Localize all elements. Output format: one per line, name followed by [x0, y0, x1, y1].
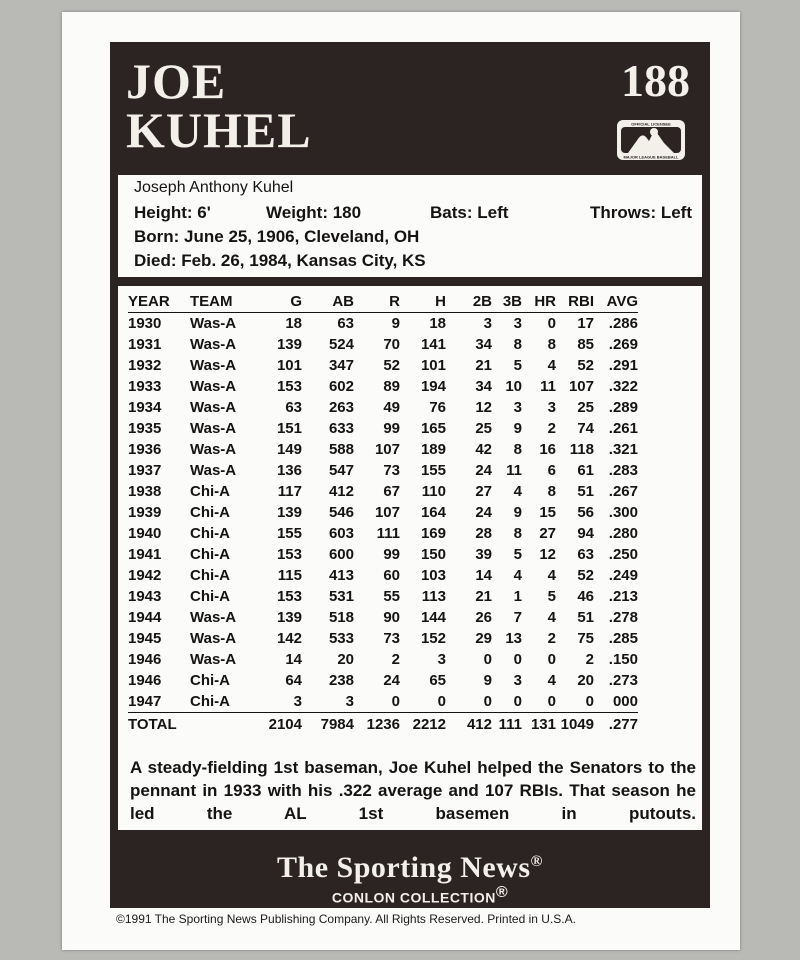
table-cell-r: 2: [391, 651, 400, 668]
table-cell-avg: .285: [608, 630, 638, 647]
table-cell-team: Chi-A: [190, 693, 230, 710]
table-cell-r: 55: [383, 588, 400, 605]
collection-label: CONLON COLLECTION: [331, 889, 496, 906]
table-cell-team: Chi-A: [190, 567, 230, 584]
table-cell-r: 111: [376, 525, 400, 542]
table-cell-3b: 9: [513, 420, 522, 437]
table-cell-3b: 0: [513, 693, 522, 710]
table-cell-3b: 10: [505, 378, 522, 395]
player-first-name: JOE: [126, 53, 227, 109]
player-blurb: A steady-fielding 1st baseman, Joe Kuhel helped the Senators to the pennant in 1933 with his .322 average and 107 RBIs. That season he led the AL 1st basemen in putouts.: [130, 758, 696, 823]
brand-logo: [110, 845, 710, 885]
stats-header-row: [128, 290, 638, 313]
table-row: [128, 376, 638, 397]
card-frame: [110, 42, 710, 908]
table-cell-2b: 27: [475, 483, 492, 500]
table-cell-rbi: 46: [577, 588, 594, 605]
table-cell-avg: .213: [608, 588, 638, 605]
column-header-avg: AVG: [594, 290, 638, 313]
table-cell-ab: 413: [328, 567, 354, 584]
table-cell-r: 99: [383, 420, 400, 437]
table-row: [128, 544, 638, 565]
table-cell-ab: 533: [328, 630, 354, 647]
table-cell-avg: .273: [608, 672, 638, 689]
table-cell-ab: 238: [328, 672, 354, 689]
total-cell-r: 1236: [354, 713, 400, 736]
table-row: [128, 397, 638, 418]
table-cell-hr: 2: [547, 630, 556, 647]
table-cell-avg: .291: [608, 357, 638, 374]
table-cell-rbi: 107: [568, 378, 594, 395]
table-cell-ab: 531: [328, 588, 354, 605]
table-cell-avg: .250: [608, 546, 638, 563]
table-cell-g: 14: [285, 651, 302, 668]
table-cell-3b: 8: [513, 525, 522, 542]
column-header-g: G: [262, 290, 302, 313]
table-cell-avg: .289: [608, 399, 638, 416]
table-cell-hr: 12: [539, 546, 556, 563]
table-cell-team: Was-A: [190, 336, 237, 353]
table-cell-3b: 4: [513, 483, 522, 500]
column-header-r: R: [354, 290, 400, 313]
table-cell-year: 1939: [128, 504, 162, 521]
table-cell-ab: 347: [328, 357, 354, 374]
copyright-notice: ©1991 The Sporting News Publishing Company. All Rights Reserved. Printed in U.S.A.: [116, 912, 576, 926]
table-cell-year: 1940: [128, 525, 162, 542]
table-cell-ab: 63: [337, 315, 354, 332]
table-cell-team: Chi-A: [190, 483, 230, 500]
table-cell-h: 3: [437, 651, 446, 668]
table-cell-year: 1931: [128, 336, 162, 353]
table-cell-h: 76: [429, 399, 446, 416]
table-cell-year: 1938: [128, 483, 162, 500]
table-cell-team: Chi-A: [190, 504, 230, 521]
table-cell-hr: 5: [547, 588, 556, 605]
table-cell-r: 107: [374, 441, 400, 458]
table-row: [128, 628, 638, 649]
table-cell-year: 1945: [128, 630, 162, 647]
table-cell-g: 139: [276, 609, 302, 626]
table-cell-hr: 4: [547, 672, 556, 689]
table-cell-h: 144: [420, 609, 446, 626]
table-cell-hr: 8: [547, 336, 556, 353]
table-cell-rbi: 85: [577, 336, 594, 353]
table-cell-avg: .283: [608, 462, 638, 479]
brand-name: The Sporting News: [277, 851, 531, 884]
table-cell-r: 99: [383, 546, 400, 563]
table-cell-rbi: 118: [569, 441, 594, 458]
table-cell-g: 155: [276, 525, 302, 542]
table-cell-year: 1937: [128, 462, 162, 479]
bats: Bats: Left: [430, 203, 509, 222]
table-cell-year: 1944: [128, 609, 162, 626]
table-cell-hr: 0: [547, 651, 556, 668]
table-cell-g: 139: [276, 336, 302, 353]
table-cell-g: 63: [285, 399, 302, 416]
table-cell-h: 164: [420, 504, 446, 521]
column-header-rbi: RBI: [556, 290, 594, 313]
table-cell-r: 89: [383, 378, 400, 395]
logo-top-text: OFFICIAL LICENSEE: [631, 121, 671, 127]
table-cell-2b: 34: [475, 336, 492, 353]
table-cell-team: Was-A: [190, 462, 237, 479]
table-cell-rbi: 56: [577, 504, 594, 521]
table-cell-hr: 4: [547, 609, 556, 626]
table-cell-rbi: 52: [577, 567, 594, 584]
table-cell-rbi: 63: [577, 546, 594, 563]
table-cell-g: 101: [276, 357, 302, 374]
table-cell-hr: 6: [547, 462, 556, 479]
table-cell-2b: 21: [475, 588, 492, 605]
sporting-news-footer: [110, 845, 710, 906]
bio-panel: [118, 175, 702, 277]
table-cell-year: 1936: [128, 441, 162, 458]
table-cell-r: 67: [383, 483, 400, 500]
table-cell-r: 0: [391, 693, 400, 710]
table-cell-r: 73: [383, 630, 400, 647]
weight: Weight: 180: [266, 203, 362, 222]
table-cell-h: 189: [420, 441, 446, 458]
table-cell-rbi: 25: [577, 399, 594, 416]
table-cell-year: 1935: [128, 420, 162, 437]
table-cell-year: 1933: [128, 378, 162, 395]
table-cell-year: 1941: [128, 546, 162, 563]
table-cell-hr: 0: [547, 315, 556, 332]
table-cell-avg: .321: [608, 441, 638, 458]
table-cell-year: 1930: [128, 315, 162, 332]
table-row: [128, 565, 638, 586]
table-cell-rbi: 17: [577, 315, 594, 332]
total-cell-3b: 111: [492, 713, 522, 736]
table-cell-2b: 14: [475, 567, 492, 584]
collection-name: [130, 885, 710, 906]
table-cell-avg: 000: [612, 693, 638, 710]
table-cell-r: 70: [383, 336, 400, 353]
table-cell-ab: 518: [328, 609, 354, 626]
table-cell-h: 169: [420, 525, 446, 542]
table-cell-3b: 1: [513, 588, 522, 605]
table-cell-h: 101: [420, 357, 446, 374]
card-number: 188: [621, 55, 690, 106]
table-row: [128, 334, 638, 355]
table-row: [128, 691, 638, 713]
table-cell-ab: 546: [328, 504, 354, 521]
table-cell-3b: 3: [513, 315, 522, 332]
table-cell-team: Chi-A: [190, 588, 230, 605]
table-row: [128, 502, 638, 523]
table-cell-3b: 7: [513, 609, 522, 626]
table-cell-avg: .267: [608, 483, 638, 500]
table-cell-hr: 15: [539, 504, 556, 521]
table-cell-ab: 412: [328, 483, 354, 500]
table-cell-2b: 28: [475, 525, 492, 542]
table-cell-g: 149: [276, 441, 302, 458]
table-cell-g: 115: [277, 567, 302, 584]
table-cell-year: 1942: [128, 567, 162, 584]
table-cell-r: 49: [383, 399, 400, 416]
total-cell-g: 2104: [262, 713, 302, 736]
table-cell-g: 153: [276, 378, 302, 395]
table-cell-2b: 24: [475, 504, 492, 521]
column-header-hr: HR: [522, 290, 556, 313]
table-cell-3b: 11: [506, 462, 522, 479]
table-cell-rbi: 74: [577, 420, 594, 437]
table-cell-2b: 26: [475, 609, 492, 626]
born: Born: June 25, 1906, Cleveland, OH: [134, 227, 420, 246]
table-cell-rbi: 61: [577, 462, 594, 479]
table-cell-h: 65: [429, 672, 446, 689]
table-cell-h: 150: [420, 546, 446, 563]
table-cell-rbi: 2: [585, 651, 594, 668]
table-cell-h: 155: [420, 462, 446, 479]
table-cell-2b: 25: [475, 420, 492, 437]
logo-bottom-text: MAJOR LEAGUE BASEBALL: [623, 154, 679, 160]
table-cell-hr: 2: [547, 420, 556, 437]
total-cell-year: TOTAL: [128, 713, 190, 736]
table-cell-g: 139: [276, 504, 302, 521]
table-row: [128, 649, 638, 670]
total-cell-ab: 7984: [302, 713, 354, 736]
table-cell-team: Was-A: [190, 651, 237, 668]
table-cell-team: Was-A: [190, 609, 237, 626]
table-cell-team: Was-A: [190, 441, 237, 458]
table-cell-2b: 21: [475, 357, 492, 374]
table-cell-ab: 524: [328, 336, 354, 353]
table-cell-team: Was-A: [190, 630, 237, 647]
mlb-logo-icon: [616, 119, 686, 161]
table-cell-hr: 8: [547, 483, 556, 500]
table-cell-h: 113: [421, 588, 446, 605]
table-cell-year: 1946: [128, 651, 162, 668]
table-row: [128, 355, 638, 376]
table-cell-g: 142: [276, 630, 302, 647]
table-cell-team: Was-A: [190, 315, 237, 332]
table-cell-3b: 9: [513, 504, 522, 521]
table-cell-g: 64: [285, 672, 302, 689]
table-cell-3b: 5: [513, 546, 522, 563]
table-cell-h: 152: [420, 630, 446, 647]
table-cell-rbi: 20: [577, 672, 594, 689]
table-cell-rbi: 94: [577, 525, 594, 542]
table-cell-team: Was-A: [190, 420, 237, 437]
total-cell-h: 2212: [400, 713, 446, 736]
table-cell-h: 194: [420, 378, 446, 395]
full-name: Joseph Anthony Kuhel: [134, 179, 294, 196]
total-cell-avg: .277: [594, 713, 638, 736]
table-cell-avg: .269: [608, 336, 638, 353]
table-cell-hr: 11: [540, 378, 556, 395]
table-cell-avg: .278: [608, 609, 638, 626]
table-cell-3b: 3: [513, 399, 522, 416]
table-cell-ab: 20: [337, 651, 354, 668]
table-cell-year: 1934: [128, 399, 162, 416]
table-cell-hr: 16: [539, 441, 556, 458]
column-header-h: H: [400, 290, 446, 313]
table-cell-2b: 34: [475, 378, 492, 395]
table-row: [128, 670, 638, 691]
table-cell-g: 18: [285, 315, 302, 332]
table-cell-r: 73: [383, 462, 400, 479]
table-cell-2b: 39: [475, 546, 492, 563]
table-cell-r: 24: [383, 672, 400, 689]
table-cell-avg: .249: [608, 567, 638, 584]
table-cell-g: 3: [293, 693, 302, 710]
table-cell-r: 9: [391, 315, 400, 332]
table-cell-h: 0: [437, 693, 446, 710]
column-header-team: TEAM: [190, 290, 262, 313]
total-cell-hr: 131: [522, 713, 556, 736]
table-cell-year: 1946: [128, 672, 162, 689]
table-cell-ab: 547: [328, 462, 354, 479]
table-cell-avg: .286: [608, 315, 638, 332]
table-cell-r: 60: [383, 567, 400, 584]
table-cell-h: 141: [420, 336, 446, 353]
table-cell-team: Chi-A: [190, 546, 230, 563]
table-cell-year: 1943: [128, 588, 162, 605]
collection-registered-mark: ®: [495, 884, 509, 901]
table-cell-year: 1932: [128, 357, 162, 374]
table-cell-hr: 4: [547, 567, 556, 584]
table-cell-g: 151: [276, 420, 302, 437]
table-cell-3b: 4: [513, 567, 522, 584]
table-cell-hr: 3: [547, 399, 556, 416]
stats-table: [128, 290, 638, 735]
table-row: [128, 481, 638, 502]
stats-panel: [118, 286, 702, 830]
table-cell-hr: 4: [547, 357, 556, 374]
table-cell-r: 52: [383, 357, 400, 374]
total-cell-team: [190, 713, 262, 736]
table-cell-g: 153: [276, 588, 302, 605]
table-cell-h: 165: [420, 420, 446, 437]
table-cell-team: Chi-A: [190, 672, 230, 689]
table-cell-avg: .322: [608, 378, 638, 395]
table-cell-2b: 24: [475, 462, 492, 479]
column-header-ab: AB: [302, 290, 354, 313]
table-cell-avg: .150: [608, 651, 638, 668]
table-cell-avg: .280: [608, 525, 638, 542]
total-cell-2b: 412: [446, 713, 492, 736]
table-cell-rbi: 51: [577, 483, 594, 500]
table-cell-rbi: 75: [577, 630, 594, 647]
total-row: [128, 713, 638, 736]
table-cell-r: 90: [383, 609, 400, 626]
table-cell-team: Was-A: [190, 399, 237, 416]
table-cell-ab: 588: [328, 441, 354, 458]
table-cell-3b: 0: [513, 651, 522, 668]
table-cell-h: 110: [421, 483, 446, 500]
table-cell-2b: 29: [475, 630, 492, 647]
player-name: [126, 53, 312, 158]
table-cell-3b: 8: [513, 441, 522, 458]
throws: Throws: Left: [590, 203, 692, 222]
table-cell-team: Was-A: [190, 378, 237, 395]
table-cell-3b: 13: [505, 630, 522, 647]
table-cell-2b: 3: [483, 315, 492, 332]
died: Died: Feb. 26, 1984, Kansas City, KS: [134, 251, 426, 270]
table-cell-h: 18: [429, 315, 446, 332]
table-cell-team: Was-A: [190, 357, 237, 374]
table-cell-2b: 9: [483, 672, 492, 689]
table-cell-ab: 3: [345, 693, 354, 710]
table-cell-ab: 602: [328, 378, 354, 395]
table-cell-avg: .261: [608, 420, 638, 437]
table-cell-3b: 3: [513, 672, 522, 689]
table-cell-ab: 600: [328, 546, 354, 563]
table-cell-2b: 42: [475, 441, 492, 458]
table-row: [128, 523, 638, 544]
column-header-year: YEAR: [128, 290, 190, 313]
table-cell-3b: 5: [513, 357, 522, 374]
stats-body: [128, 313, 638, 736]
table-row: [128, 586, 638, 607]
table-row: [128, 313, 638, 335]
height: Height: 6': [134, 203, 211, 222]
table-cell-hr: 27: [539, 525, 556, 542]
table-cell-3b: 8: [513, 336, 522, 353]
table-cell-2b: 0: [483, 693, 492, 710]
table-cell-2b: 12: [475, 399, 492, 416]
registered-mark: ®: [530, 853, 543, 870]
column-header-3b: 3B: [492, 290, 522, 313]
table-cell-g: 153: [276, 546, 302, 563]
table-cell-2b: 0: [483, 651, 492, 668]
table-cell-rbi: 0: [585, 693, 594, 710]
table-cell-ab: 603: [328, 525, 354, 542]
table-row: [128, 607, 638, 628]
table-row: [128, 418, 638, 439]
table-row: [128, 460, 638, 481]
baseball-card-back: [62, 12, 740, 950]
table-cell-ab: 633: [328, 420, 354, 437]
table-row: [128, 439, 638, 460]
table-cell-rbi: 52: [577, 357, 594, 374]
table-cell-avg: .300: [608, 504, 638, 521]
table-cell-g: 136: [276, 462, 302, 479]
table-cell-team: Chi-A: [190, 525, 230, 542]
column-header-2b: 2B: [446, 290, 492, 313]
total-cell-rbi: 1049: [556, 713, 594, 736]
table-cell-ab: 263: [328, 399, 354, 416]
table-cell-g: 117: [277, 483, 302, 500]
player-last-name: KUHEL: [126, 102, 312, 158]
table-cell-year: 1947: [128, 693, 162, 710]
table-cell-rbi: 51: [577, 609, 594, 626]
table-cell-r: 107: [374, 504, 400, 521]
table-cell-h: 103: [420, 567, 446, 584]
table-cell-hr: 0: [547, 693, 556, 710]
